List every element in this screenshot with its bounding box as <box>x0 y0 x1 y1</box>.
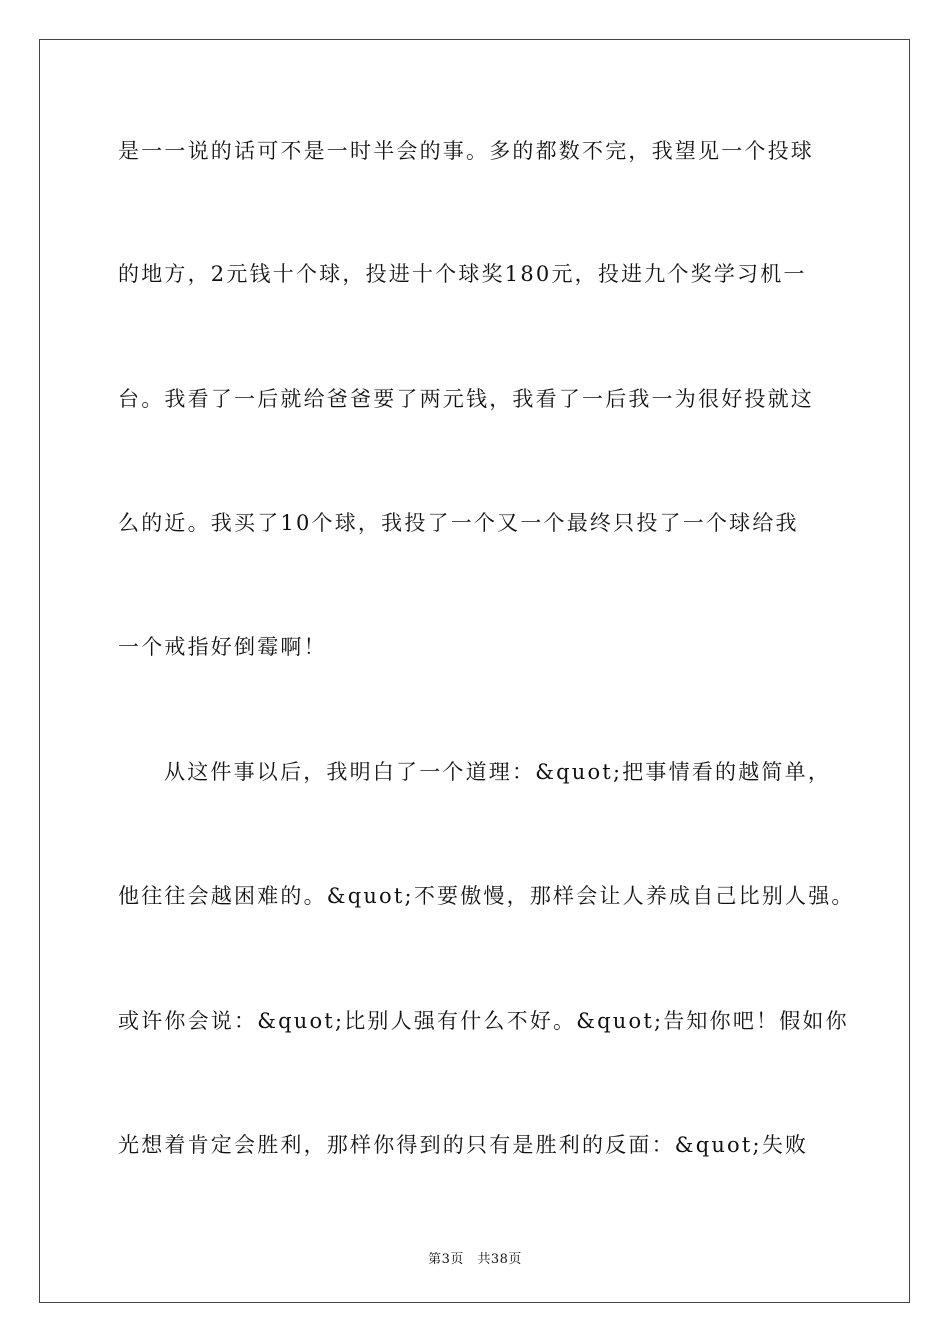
page-border <box>39 39 910 1303</box>
body-text-line-2: 的地方，2元钱十个球，投进十个球奖180元，投进九个奖学习机一 <box>118 262 807 286</box>
body-text-line-5: 一个戒指好倒霉啊！ <box>118 635 327 659</box>
body-text-line-9: 光想着肯定会胜利，那样你得到的只有是胜利的反面：&quot;失败 <box>118 1133 809 1157</box>
body-text-line-3: 台。我看了一后就给爸爸要了两元钱，我看了一后我一为很好投就这 <box>118 387 814 411</box>
body-text-line-8: 或许你会说：&quot;比别人强有什么不好。&quot;告知你吧！假如你 <box>118 1009 849 1033</box>
body-text-line-4: 么的近。我买了10个球，我投了一个又一个最终只投了一个球给我 <box>118 511 799 535</box>
paragraph-start-line: 从这件事以后，我明白了一个道理：&quot;把事情看的越简单， <box>164 760 832 784</box>
body-text-line-1: 是一一说的话可不是一时半会的事。多的都数不完，我望见一个投球 <box>118 139 814 163</box>
page-number-footer: 第3页 共38页 <box>428 1252 522 1267</box>
body-text-line-7: 他往往会越困难的。&quot;不要傲慢，那样会让人养成自己比别人强。 <box>118 884 855 908</box>
